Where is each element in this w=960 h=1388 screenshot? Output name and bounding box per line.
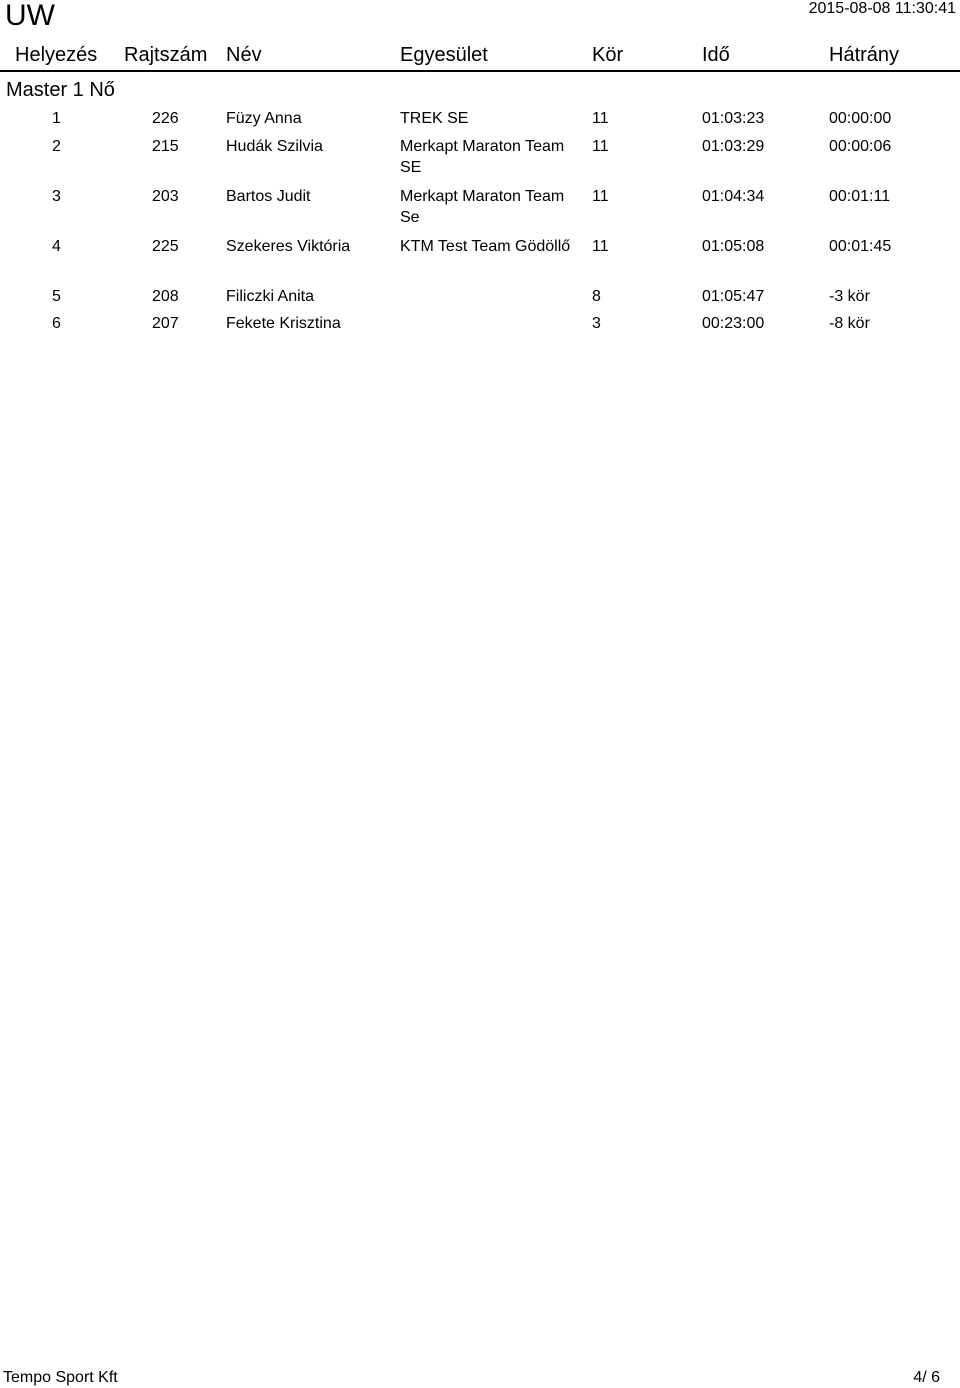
row-time: 01:03:23 — [702, 110, 765, 127]
row-time: 01:05:08 — [702, 238, 765, 255]
row-time: 01:04:34 — [702, 188, 765, 205]
column-header-bib: Rajtszám — [124, 44, 208, 66]
row-time: 00:23:00 — [702, 315, 765, 332]
row-gap: 00:00:00 — [829, 110, 892, 127]
row-gap: 00:01:11 — [829, 188, 891, 205]
row-position: 3 — [52, 188, 61, 205]
row-laps: 11 — [592, 138, 609, 155]
report-timestamp: 2015-08-08 11:30:41 — [808, 0, 956, 17]
row-bib: 226 — [152, 110, 179, 127]
row-position: 4 — [52, 238, 61, 255]
row-gap: -3 kör — [829, 288, 870, 305]
row-position: 1 — [52, 110, 61, 127]
column-header-gap: Hátrány — [829, 44, 900, 66]
row-club: TREK SE — [400, 110, 469, 127]
row-name: Szekeres Viktória — [226, 238, 351, 255]
row-bib: 225 — [152, 238, 179, 255]
column-header-row — [0, 40, 960, 72]
footer-page-number: 4/ 6 — [913, 1369, 940, 1386]
row-position: 2 — [52, 138, 61, 155]
row-time: 01:05:47 — [702, 288, 765, 305]
row-time: 01:03:29 — [702, 138, 765, 155]
row-gap: -8 kör — [829, 315, 870, 332]
footer-company: Tempo Sport Kft — [3, 1369, 118, 1386]
row-club: Merkapt Maraton Team SE — [400, 138, 565, 176]
row-bib: 203 — [152, 188, 179, 205]
row-name: Bartos Judit — [226, 188, 311, 205]
row-bib: 207 — [152, 315, 179, 332]
row-bib: 208 — [152, 288, 179, 305]
row-laps: 11 — [592, 188, 609, 205]
row-name: Filiczki Anita — [226, 288, 315, 305]
column-header-laps: Kör — [592, 44, 624, 66]
row-laps: 11 — [592, 110, 609, 127]
column-header-position: Helyezés — [15, 44, 98, 66]
row-laps: 11 — [592, 238, 609, 255]
row-bib: 215 — [152, 138, 179, 155]
row-laps: 3 — [592, 315, 601, 332]
row-gap: 00:01:45 — [829, 238, 892, 255]
row-position: 5 — [52, 288, 61, 305]
category-heading: Master 1 Nő — [6, 79, 115, 101]
row-club: Merkapt Maraton Team Se — [400, 188, 565, 226]
row-position: 6 — [52, 315, 61, 332]
row-laps: 8 — [592, 288, 601, 305]
row-club: KTM Test Team Gödöllő — [400, 238, 571, 255]
row-name: Hudák Szilvia — [226, 138, 323, 155]
column-header-club: Egyesület — [400, 44, 488, 66]
row-name: Fekete Krisztina — [226, 315, 341, 332]
column-header-name: Név — [226, 44, 262, 66]
report-title: UW — [5, 0, 55, 32]
column-header-time: Idő — [702, 44, 730, 66]
row-name: Füzy Anna — [226, 110, 302, 127]
row-gap: 00:00:06 — [829, 138, 892, 155]
